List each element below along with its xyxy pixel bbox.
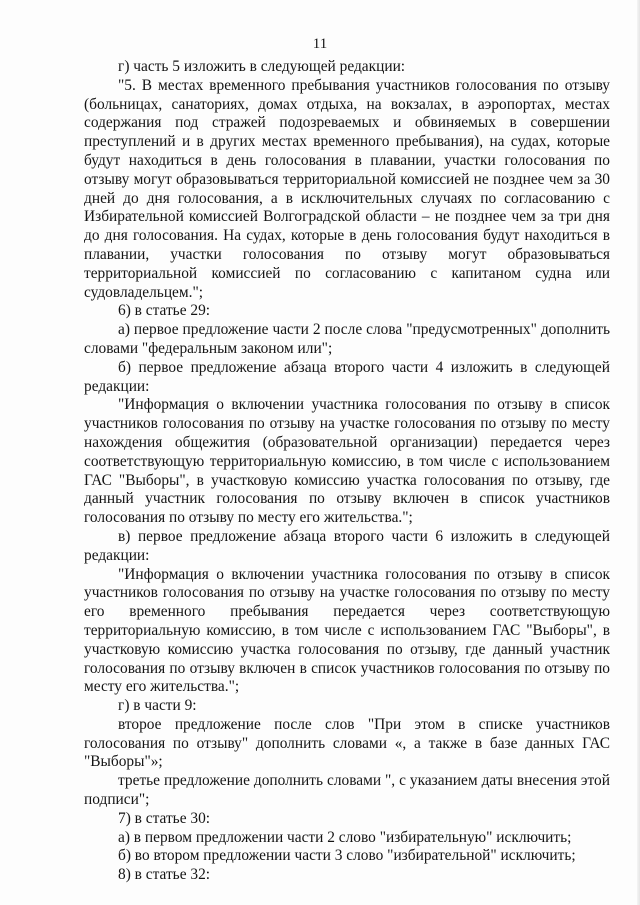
- paragraph-article29-g: г) в части 9:: [118, 697, 197, 715]
- paragraph-article29-v-quote: "Информация о включении участника голосования по отзыву в список участников голосования по отзыву на участке голосования по отзыву по месту его временного пребывания передается через соответствующую территориальную комиссию, в том числе с использованием ГАС "Выборы", в участковую комиссию участка голосования по отзыву, где данный участник голосования по отзыву включен в список участников голосования по отзыву по месту его жительства.";: [84, 565, 610, 696]
- paragraph-article30: 7) в статье 30:: [118, 809, 211, 827]
- document-body: [84, 58, 610, 885]
- paragraph-article29-b: б) первое предложение абзаца второго части 4 изложить в следующей редакции:: [84, 358, 610, 395]
- paragraph-part5-intro: г) часть 5 изложить в следующей редакции:: [118, 58, 406, 75]
- paragraph-article29-v: в) первое предложение абзаца второго части 6 изложить в следующей редакции:: [84, 527, 610, 564]
- paragraph-article29-g-third: третье предложение дополнить словами ", с указанием даты внесения этой подписи";: [84, 772, 610, 809]
- paragraph-article29-g-second: второе предложение после слов "При этом в списке участников голосования по отзыву" дополнить словами «, а также в базе данных ГАС "Выборы"»;: [84, 715, 610, 771]
- paragraph-article30-a: а) в первом предложении части 2 слово "избирательную" исключить;: [118, 828, 572, 846]
- paragraph-part5-quote: "5. В местах временного пребывания участников голосования по отзыву (больницах, санаториях, домах отдыха, на вокзалах, в аэропортах, местах содержания под стражей подозреваемых и обвиняемых в совершении преступлений и в других местах временного пребывания), на судах, которые будут находиться в день голосования в плавании, участки голосования по отзыву могут образовываться территориальной комиссией не позднее чем за 30 дней до дня голосования, а в исключительных случаях по согласованию с Избирательной комиссией Волгоградской области – не позднее чем за три дня до дня голосования. На судах, которые в день голосования будут находиться в плавании, участки голосования по отзыву могут образовываться территориальной комиссией по согласованию с капитаном судна или судовладельцем.";: [84, 76, 610, 301]
- paragraph-article29-a: а) первое предложение части 2 после слова "предусмотренных" дополнить словами "федеральным законом или";: [84, 321, 610, 357]
- paragraph-article29: 6) в статье 29:: [118, 302, 211, 320]
- paragraph-article32: 8) в статье 32:: [118, 866, 211, 884]
- paragraph-article30-b: б) во втором предложении части 3 слово "избирательной" исключить;: [118, 847, 576, 865]
- page-number: 11: [312, 36, 328, 52]
- paragraph-article29-b-quote: "Информация о включении участника голосования по отзыву в список участников голосования по отзыву на участке голосования по отзыву по месту нахождения общежития (образовательной организации) передается через соответствующую территориальную комиссию, в том числе с использованием ГАС "Выборы", в участковую комиссию участка голосования по отзыву, где данный участник голосования по отзыву включен в список участников голосования по отзыву по месту его жительства.";: [84, 396, 610, 527]
